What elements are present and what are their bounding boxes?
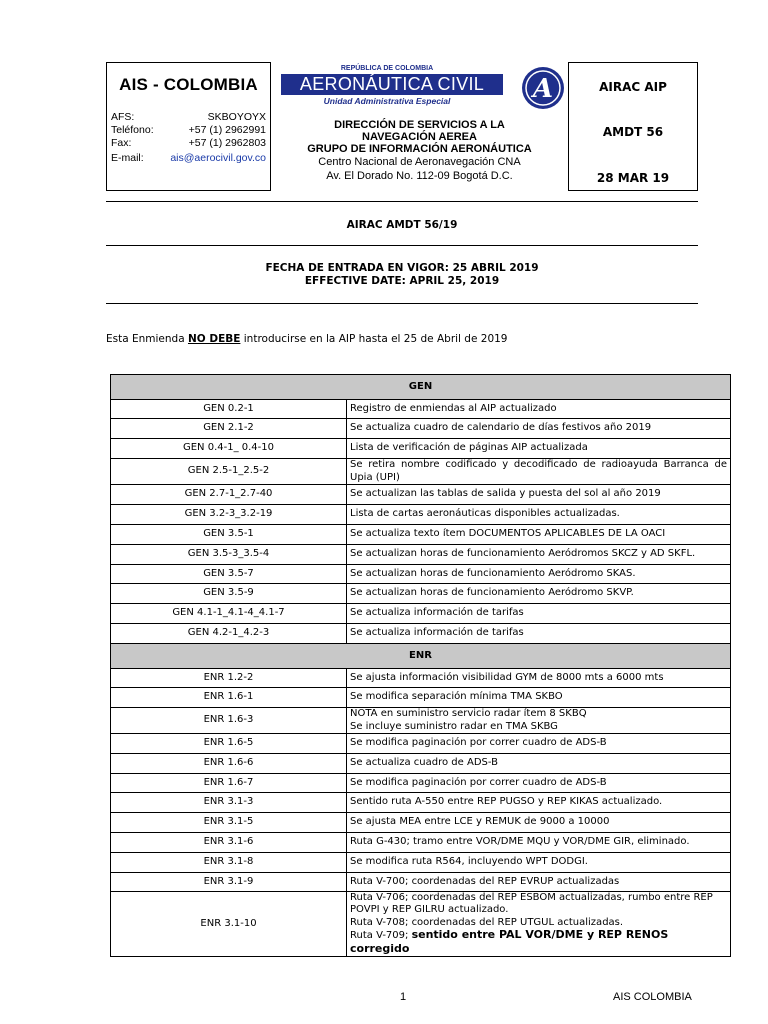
- description-line: Se actualizan horas de funcionamiento Aeródromo SKAS.: [350, 567, 636, 579]
- page-code-cell: GEN 3.5-9: [111, 584, 347, 604]
- description-cell: [347, 853, 731, 873]
- table-row: [111, 584, 731, 604]
- page-code-cell: ENR 1.6-5: [111, 734, 347, 754]
- contact-value: SKBOYOYX: [207, 111, 266, 123]
- grupo-line: GRUPO DE INFORMACIÓN AERONÁUTICA: [307, 143, 532, 155]
- description-cell: [347, 439, 731, 459]
- description-cell: [347, 545, 731, 565]
- description-line: Sentido ruta A-550 entre REP PUGSO y REP KIKAS actualizado.: [350, 796, 663, 808]
- description-cell: [347, 833, 731, 853]
- description-line: Se ajusta información visibilidad GYM de 8000 mts a 6000 mts: [350, 671, 664, 683]
- table-row: [111, 505, 731, 525]
- table-row: [111, 892, 731, 957]
- page-code-cell: GEN 3.5-7: [111, 565, 347, 584]
- description-line: Registro de enmiendas al AIP actualizado: [350, 402, 557, 414]
- description-cell: [347, 400, 731, 419]
- description-line: Se incluye suministro radar en TMA SKBG: [350, 720, 558, 732]
- page-code-cell: GEN 2.5-1_2.5-2: [111, 459, 347, 485]
- page-code-cell: GEN 3.2-3_3.2-19: [111, 505, 347, 525]
- section-header-enr: [111, 644, 731, 669]
- description-line: Se actualiza información de tarifas: [350, 627, 524, 639]
- description-cell: [347, 793, 731, 813]
- amdt-label: AMDT 56: [602, 125, 664, 139]
- direccion-line-1: DIRECCIÓN DE SERVICIOS A LA: [334, 119, 505, 131]
- description-line: Ruta V-706; coordenadas del REP ESBOM actualizadas, rumbo entre REP POVPI y REP GILRU actualizado.: [350, 892, 713, 916]
- description-cell: [347, 485, 731, 505]
- republica-label: REPÚBLICA DE COLOMBIA: [340, 65, 434, 72]
- contact-fax: [111, 137, 266, 150]
- table-row: [111, 459, 731, 485]
- contact-phone: [111, 124, 266, 137]
- description-line: NOTA en suministro servicio radar ítem 8 SKBQ: [350, 708, 587, 720]
- unidad-label: Unidad Administrativa Especial: [323, 96, 451, 106]
- description-cell: [347, 734, 731, 754]
- description-line: Se retira nombre codificado y decodificado de radioayuda Barranca de Upia (UPI): [350, 459, 727, 483]
- page-number: 1: [400, 991, 407, 1003]
- contact-label: Fax:: [111, 137, 132, 149]
- page-code-cell: ENR 3.1-3: [111, 793, 347, 813]
- description-cell: [347, 892, 731, 957]
- airac-amdt-title: AIRAC AMDT 56/19: [346, 219, 458, 231]
- email-link[interactable]: ais@aerocivil.gov.co: [170, 152, 266, 164]
- page-code-cell: ENR 3.1-6: [111, 833, 347, 853]
- description-line: Se actualizan horas de funcionamiento Aeródromo SKVP.: [350, 587, 634, 599]
- description-line: Se actualiza texto ítem DOCUMENTOS APLICABLES DE LA OACI: [350, 528, 666, 540]
- divider: [106, 201, 698, 202]
- page-code-cell: GEN 4.1-1_4.1-4_4.1-7: [111, 604, 347, 624]
- description-cell: [347, 624, 731, 644]
- direccion-line-2: NAVEGACIÓN AEREA: [362, 131, 477, 143]
- description-cell: [347, 873, 731, 892]
- effective-date: EFFECTIVE DATE: APRIL 25, 2019: [304, 275, 500, 287]
- description-cell: [347, 459, 731, 485]
- amendment-note: [106, 333, 508, 345]
- description-cell: [347, 604, 731, 624]
- note-before: Esta Enmienda: [106, 333, 188, 345]
- description-line: Se actualiza cuadro de calendario de días festivos año 2019: [350, 422, 652, 434]
- page-code-cell: ENR 1.6-1: [111, 688, 347, 708]
- description-cell: [347, 813, 731, 833]
- divider: [106, 303, 698, 304]
- contact-label: Teléfono:: [111, 124, 154, 136]
- description-line: Ruta V-708; coordenadas del REP UTGUL actualizadas.: [350, 916, 624, 928]
- ais-contact-box: [106, 62, 271, 191]
- description-prefix: Ruta V-709;: [350, 930, 412, 942]
- contact-email: [111, 152, 266, 165]
- table-row: [111, 708, 731, 734]
- table-row: [111, 439, 731, 459]
- table-row: [111, 400, 731, 419]
- divider: [106, 245, 698, 246]
- page-code-cell: ENR 1.2-2: [111, 669, 347, 688]
- address-line: Av. El Dorado No. 112-09 Bogotá D.C.: [326, 170, 513, 182]
- table-row: [111, 624, 731, 644]
- table-row: [111, 419, 731, 439]
- amendment-table: [110, 374, 731, 957]
- fecha-vigor: FECHA DE ENTRADA EN VIGOR: 25 ABRIL 2019: [265, 262, 539, 274]
- description-line: [350, 929, 727, 956]
- footer-org: AIS COLOMBIA: [613, 991, 692, 1003]
- section-header-label: GEN: [111, 375, 731, 400]
- note-after: introducirse en la AIP hasta el 25 de Abril de 2019: [240, 333, 508, 345]
- section-header-label: ENR: [111, 644, 731, 669]
- description-cell: [347, 419, 731, 439]
- page-code-cell: GEN 2.1-2: [111, 419, 347, 439]
- description-cell: [347, 669, 731, 688]
- contact-value: +57 (1) 2962991: [188, 124, 266, 136]
- aerocivil-logo-icon: [521, 66, 565, 110]
- table-row: [111, 485, 731, 505]
- description-line: Se modifica ruta R564, incluyendo WPT DODGI.: [350, 856, 588, 868]
- table-row: [111, 853, 731, 873]
- page-code-cell: GEN 4.2-1_4.2-3: [111, 624, 347, 644]
- page-code-cell: GEN 3.5-3_3.5-4: [111, 545, 347, 565]
- description-line: Se actualizan horas de funcionamiento Aeródromos SKCZ y AD SKFL.: [350, 548, 696, 560]
- table-row: [111, 604, 731, 624]
- page-code-cell: ENR 3.1-10: [111, 892, 347, 957]
- description-line: Se actualiza información de tarifas: [350, 607, 524, 619]
- contact-label: AFS:: [111, 111, 135, 123]
- description-cell: [347, 774, 731, 793]
- page-code-cell: ENR 3.1-8: [111, 853, 347, 873]
- table-row: [111, 813, 731, 833]
- description-emphasis: sentido entre PAL VOR/DME y REP RENOS corregido: [350, 928, 669, 955]
- aerocivil-banner: AERONÁUTICA CIVIL: [281, 74, 503, 95]
- description-cell: [347, 584, 731, 604]
- description-line: Lista de verificación de páginas AIP actualizada: [350, 442, 588, 454]
- table-row: [111, 833, 731, 853]
- airac-info-box: [568, 62, 698, 191]
- table-row: [111, 565, 731, 584]
- page-code-cell: ENR 1.6-7: [111, 774, 347, 793]
- contact-value: +57 (1) 2962803: [188, 137, 266, 149]
- page-code-cell: ENR 3.1-9: [111, 873, 347, 892]
- page-code-cell: GEN 0.4-1_ 0.4-10: [111, 439, 347, 459]
- description-cell: [347, 754, 731, 774]
- page-code-cell: GEN 3.5-1: [111, 525, 347, 545]
- description-line: Se actualiza cuadro de ADS-B: [350, 757, 498, 769]
- page-code-cell: ENR 3.1-5: [111, 813, 347, 833]
- description-cell: [347, 565, 731, 584]
- table-row: [111, 873, 731, 892]
- section-header-gen: [111, 375, 731, 400]
- description-line: Se modifica separación mínima TMA SKBO: [350, 691, 563, 703]
- description-cell: [347, 688, 731, 708]
- table-row: [111, 774, 731, 793]
- airac-aip-label: AIRAC AIP: [599, 80, 667, 94]
- description-line: Ruta V-700; coordenadas del REP EVRUP actualizadas: [350, 875, 620, 887]
- table-row: [111, 525, 731, 545]
- page-code-cell: GEN 2.7-1_2.7-40: [111, 485, 347, 505]
- table-row: [111, 754, 731, 774]
- description-line: Se ajusta MEA entre LCE y REMUK de 9000 a 10000: [350, 816, 610, 828]
- logo-letter: A: [532, 74, 554, 104]
- table-row: [111, 545, 731, 565]
- amdt-date: 28 MAR 19: [596, 171, 670, 185]
- table-row: [111, 688, 731, 708]
- table-row: [111, 734, 731, 754]
- description-line: Se actualizan las tablas de salida y puesta del sol al año 2019: [350, 488, 661, 500]
- description-cell: [347, 505, 731, 525]
- description-cell: [347, 708, 731, 734]
- ais-title: AIS - COLOMBIA: [119, 75, 258, 94]
- contact-label: E-mail:: [111, 152, 144, 164]
- table-row: [111, 793, 731, 813]
- description-line: Se modifica paginación por correr cuadro de ADS-B: [350, 776, 607, 788]
- description-line: Lista de cartas aeronáuticas disponibles actualizadas.: [350, 508, 620, 520]
- note-emphasis: NO DEBE: [187, 333, 241, 345]
- description-cell: [347, 525, 731, 545]
- centro-line: Centro Nacional de Aeronavegación CNA: [318, 156, 521, 168]
- page-code-cell: GEN 0.2-1: [111, 400, 347, 419]
- contact-afs: [111, 111, 266, 124]
- aerocivil-header: [271, 62, 568, 191]
- description-line: Ruta G-430; tramo entre VOR/DME MQU y VOR/DME GIR, eliminado.: [350, 836, 690, 848]
- table-row: [111, 669, 731, 688]
- description-line: Se modifica paginación por correr cuadro de ADS-B: [350, 737, 607, 749]
- page-code-cell: ENR 1.6-3: [111, 708, 347, 734]
- page-code-cell: ENR 1.6-6: [111, 754, 347, 774]
